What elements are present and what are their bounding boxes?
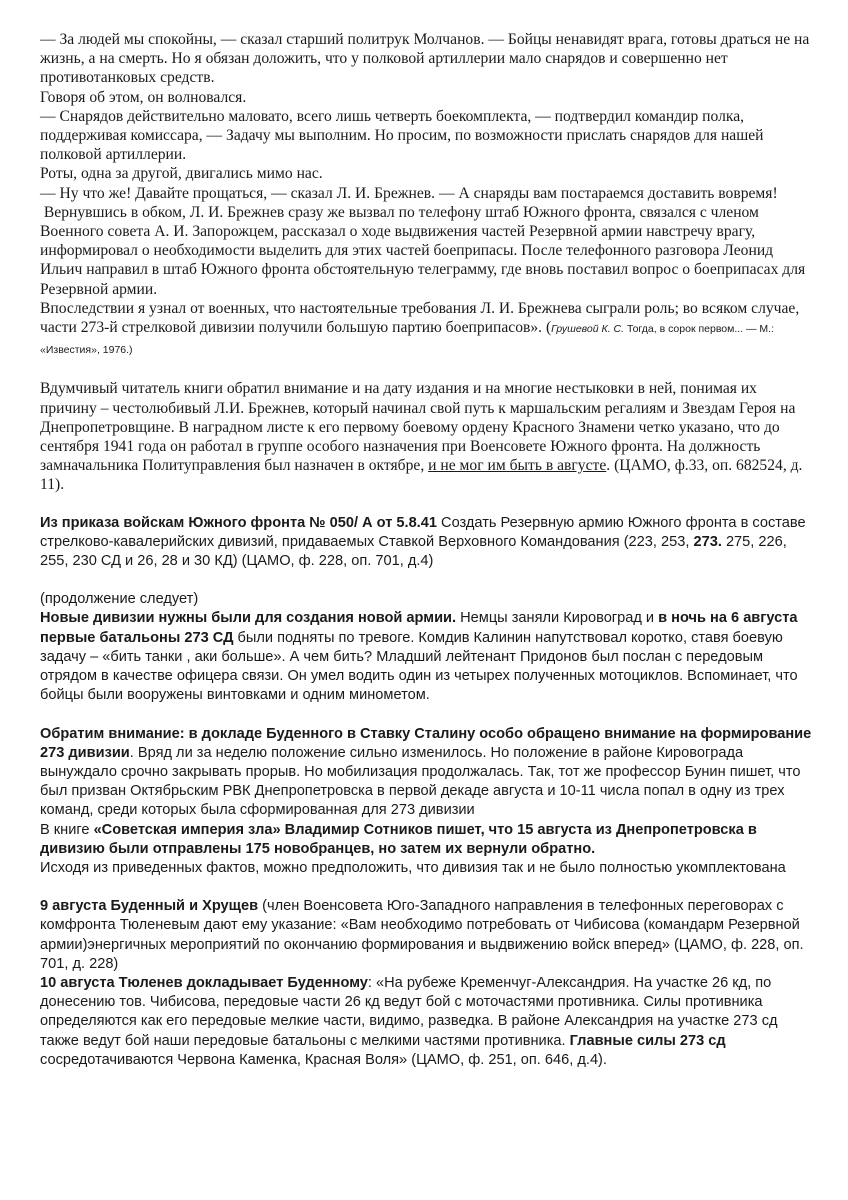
reader-note-reference: . (ЦАМО, ф.33, оп. 682524, д. 11). [40,457,803,494]
budenny-heading: Обратим внимание: в докладе Буденного в Ставку Сталину особо обращено внимание на формирование 273 дивизии [40,725,812,761]
sotnikov-bold: «Советская империя зла» Владимир Сотников пишет, что 15 августа из Днепропетровска в дивизию были отправлены 175 новобранцев, но затем их вернули обратно. [40,821,757,857]
document-page [40,30,815,1070]
conclusion-paragraph: Исходя из приведенных фактов, можно предположить, что дивизия так и не было полностью укомплектована [40,859,786,876]
august10-text: : «На рубеже Кременчуг-Александрия. На участке 26 кд, по донесению тов. Чибисова, передовые части 26 кд ведут бой с моточастями противника. Силы противника определяются как его передовые мелкие части, видимо, разведка. В районе Александрия на участке 273 сд также ведут бой наши передовые батальоны с мелкими частями противника. [40,974,778,1049]
order-title: Из приказа войскам Южного фронта № 050/ А от 5.8.41 [40,514,437,531]
order-division-number: 273. [693,533,722,550]
memoir-paragraph: Роты, одна за другой, двигались мимо нас. [40,165,323,183]
august-section [40,897,815,1070]
reader-note [40,379,815,494]
sotnikov-paragraph [40,821,815,859]
august10-paragraph [40,974,815,1070]
august10-heading: 10 августа Тюленев докладывает Буденному [40,974,368,991]
sotnikov-intro: В книге [40,821,94,838]
memoir-paragraph: Говоря об этом, он волновался. [40,88,247,106]
new-divisions-text: Немцы заняли Кировоград и [456,610,659,627]
new-divisions-text-rest: были подняты по тревоге. Комдив Калинин напутствовал коротко, ставя боевую задачу – «бить танки , аки больше». А чем бить? Младший лейтенант Придонов был послан с передовым отрядом в качестве офицера связи. Он умел водить один из четырех полученных мотоциклов. Вспоминает, что бойцы были вооружены винтовками и одним минометом. [40,629,798,704]
memoir-quote [40,30,815,360]
new-divisions-paragraph [40,609,815,705]
new-divisions-date: в ночь на 6 августа первые батальоны 273 СД [40,610,798,646]
order-text-rest: 275, 226, 255, 230 СД и 26, 28 и 30 КД) (ЦАМО, ф. 228, оп. 701, д.4) [40,533,787,570]
memoir-text: Впоследствии я узнал от военных, что настоятельные требования Л. И. Брежнева сыграли роль; во всяком случае, части 273-й стрелковой дивизии получили большую партию боеприпасов». [40,299,800,337]
memoir-paragraph: — Снарядов действительно маловато, всего лишь четверть боекомплекта, — подтвердил командир полка, поддерживая комиссара, — Задачу мы выполним. Но просим, по возможности прислать снарядов для нашей полковой артиллерии. [40,107,764,164]
memoir-paragraph: — Ну что же! Давайте прощаться, — сказал Л. И. Брежнев. — А снаряды вам постараемся доставить вовремя! [40,184,778,202]
august10-text-rest: сосредотачиваются Червона Каменка, Красная Воля» (ЦАМО, ф. 251, оп. 646, д.4). [40,1051,607,1068]
budenny-section [40,725,815,879]
memoir-paragraph: Вернувшись в обком, Л. И. Брежнев сразу же вызвал по телефону штаб Южного фронта, связался с членом Военного совета А. И. Запорожцем, рассказал о ходе выдвижения частей Резервной армии навстречу врагу, информировал о необходимости выделить для этих частей боеприпасы. После телефонного разговора Леонид Ильич направил в штаб Южного фронта обстоятельную телеграмму, где вновь поставил вопрос о боеприпасах для Резервной армии. [40,203,810,298]
citation-author: Грушевой К. С. [551,323,625,336]
citation-open: ( [542,319,552,337]
continued-note: (продолжение следует) [40,591,199,608]
new-divisions-heading: Новые дивизии нужны были для создания новой армии. [40,610,457,627]
reader-note-text: Вдумчивый читатель книги обратил внимание и на дату издания и на многие нестыковки в ней, понимая их причину – честолюбивый Л.И. Брежнев, который начинал свой путь к маршальским регалиям и Звездам Героя на Днепропетровщине. В наградном листе к его первому боевому ордену Красного Знамени четко указано, что до сентября 1941 года он работал в группе особого назначения при Военсовете Южного фронта. На должность замначальника Политуправления был назначен в октябре, [40,380,796,475]
memoir-paragraph: — За людей мы спокойны, — сказал старший политрук Молчанов. — Бойцы ненавидят врага, готовы драться не на жизнь, а на смерть. Но я обязан доложить, что у полковой артиллерии мало снарядов и совершенно нет противотанковых средств. [40,31,810,87]
order-excerpt [40,514,815,572]
august9-paragraph [40,897,815,974]
budenny-text: . Вряд ли за неделю положение сильно изменилось. Но положение в районе Кировограда вынуждало срочно закрывать прорыв. Но мобилизация продолжалась. Так, тот же профессор Бунин пишет, что был призван Октябрьским РВК Днепропетровска в первой декаде августа и 10-11 числа попал в одну из трех команд, среди которых была сформированная для 273 дивизии [40,744,801,819]
august9-text: (член Военсовета Юго-Западного направления в телефонных переговорах с комфронта Тюленевым дают ему указание: «Вам необходимо потребовать от Чибисова (командарм Резервной армии)энергичных мероприятий по окончанию формирования и выдвижению войск вперед» (ЦАМО, ф. 228, оп. 701, д. 228) [40,898,804,972]
reader-note-underlined: и не мог им быть в августе [428,457,607,475]
budenny-paragraph [40,725,815,821]
august9-heading: 9 августа Буденный и Хрущев [40,898,259,915]
memoir-paragraph [40,299,815,361]
citation-source: Тогда, в сорок первом... — М.: «Известия», 1976.) [40,323,775,357]
main-forces-label: Главные силы 273 сд [569,1032,726,1049]
order-text: Создать Резервную армию Южного фронта в составе стрелково-кавалерийских дивизий, придаваемых Ставкой Верховного Командования (223, 253, [40,514,806,550]
